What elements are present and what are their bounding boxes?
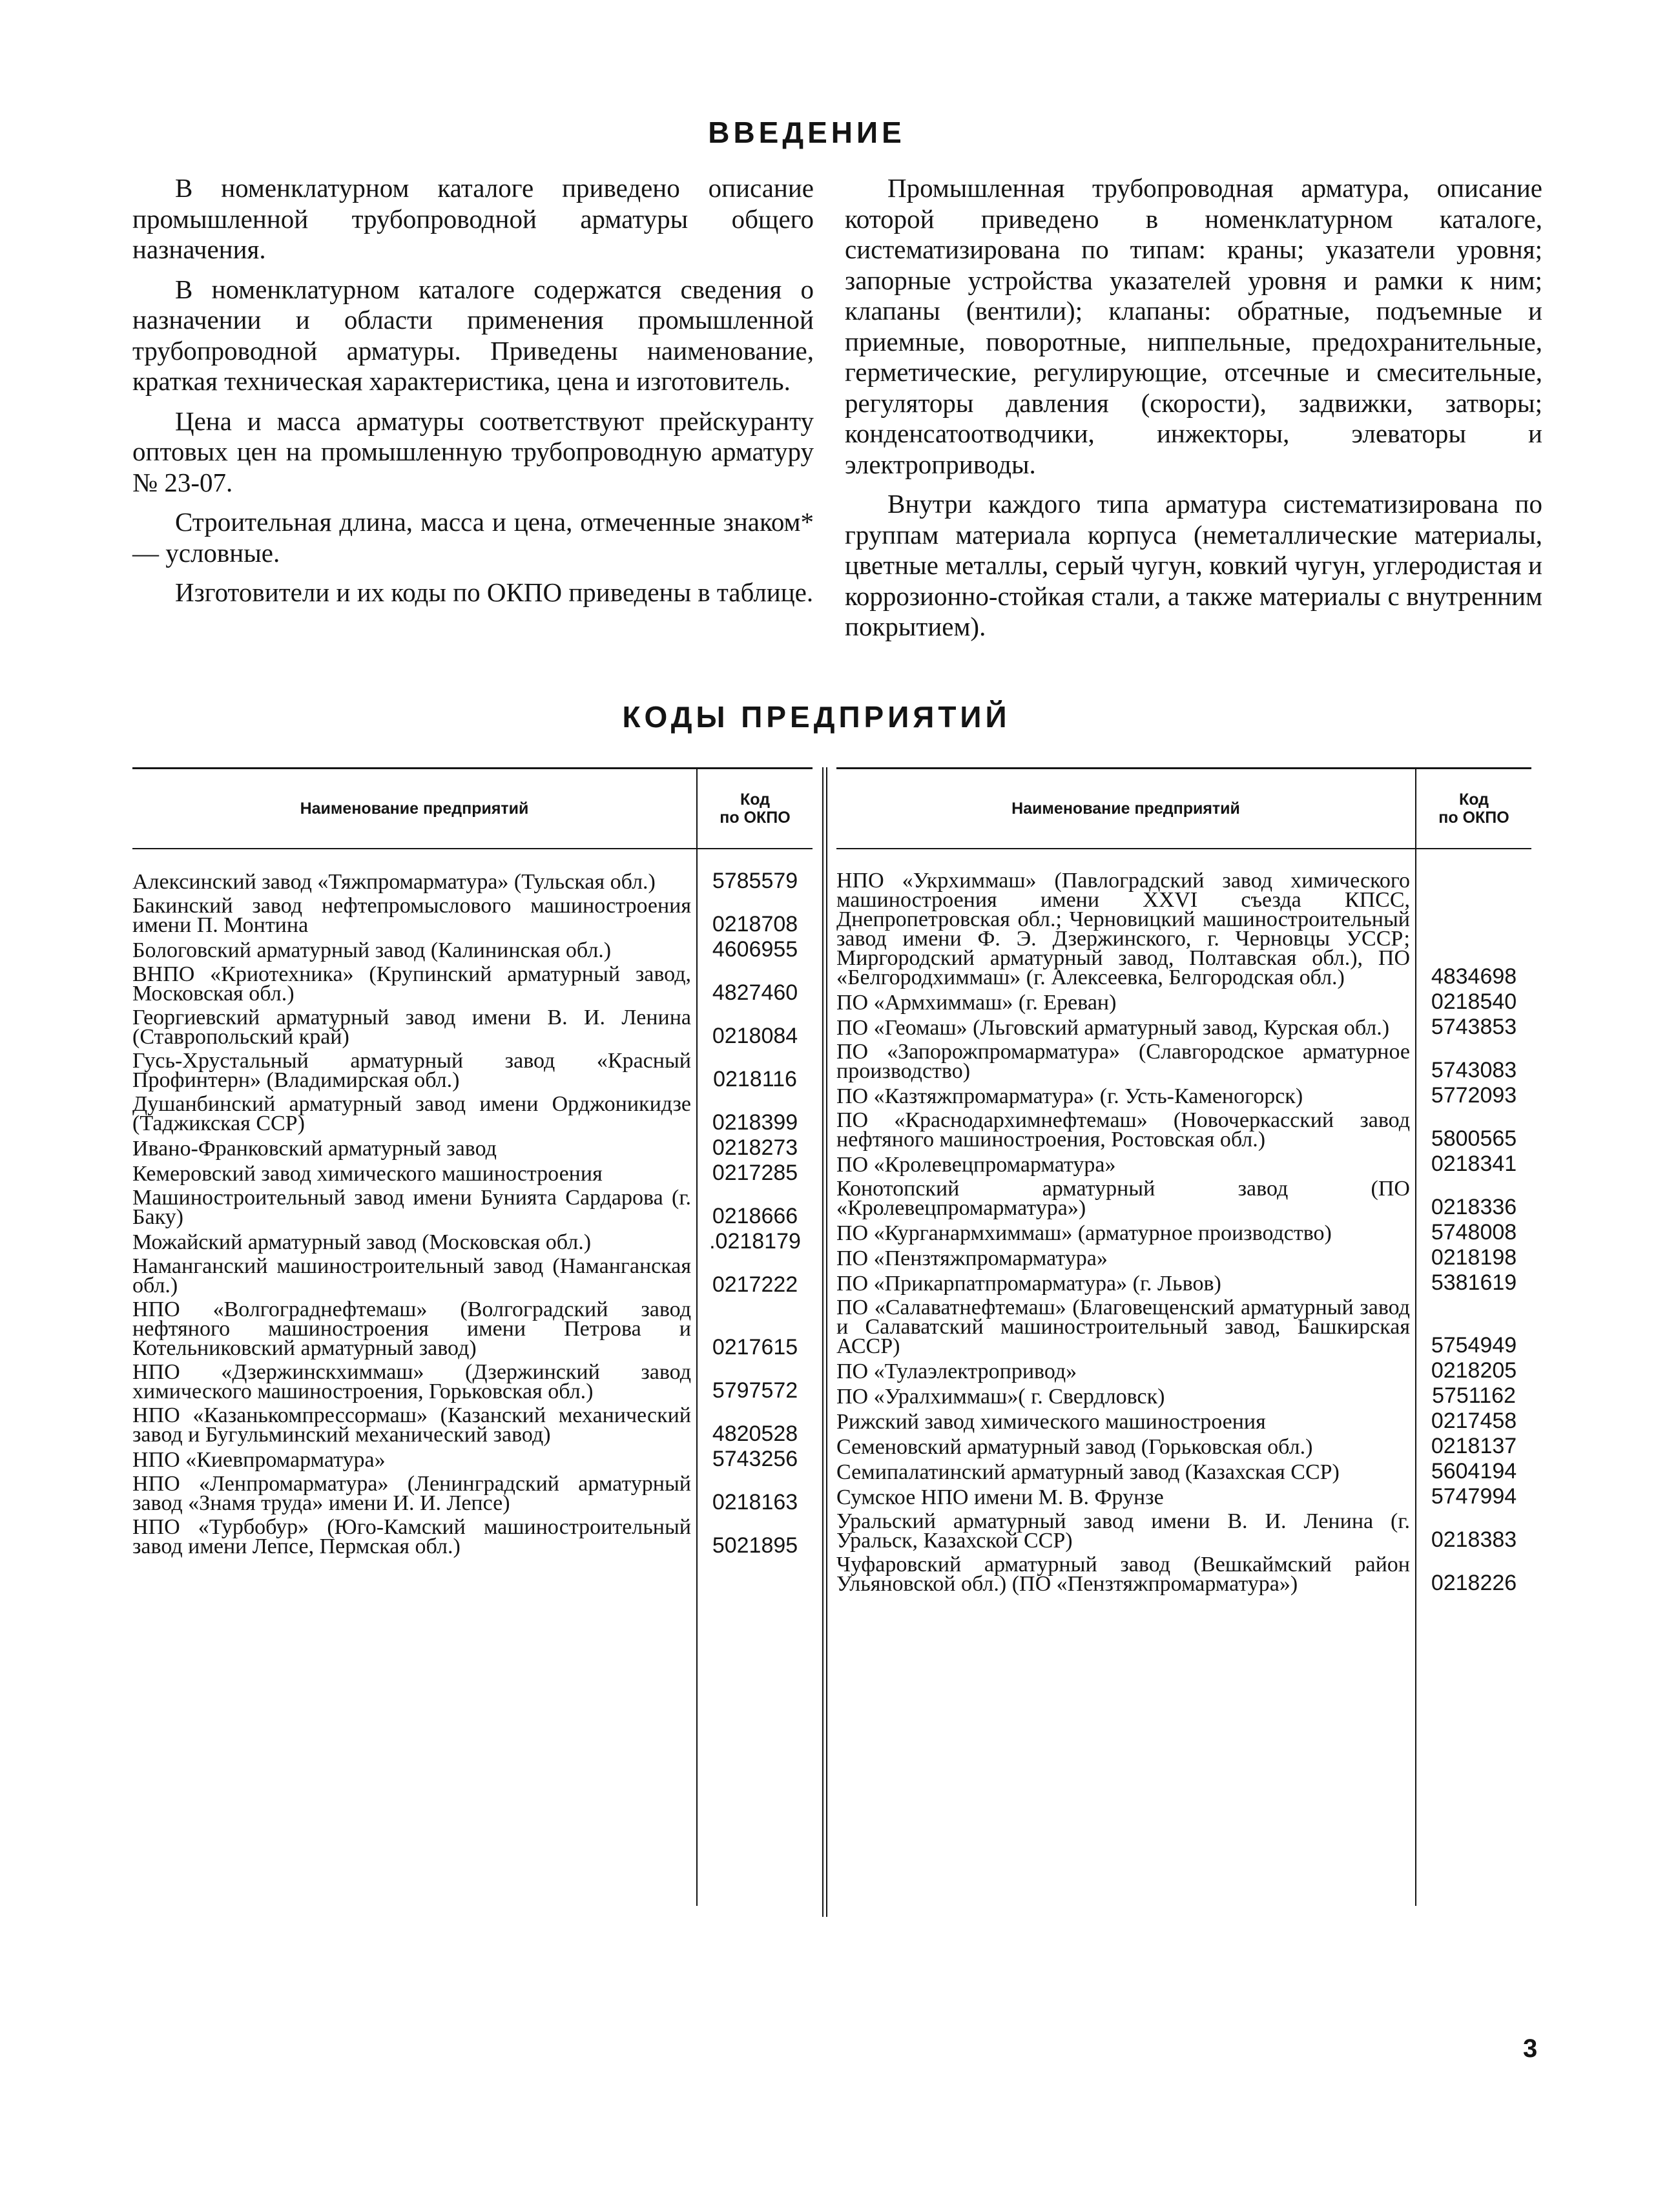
okpo-code: 5797572	[712, 1378, 798, 1403]
table-row	[132, 896, 813, 935]
intro-paragraph: В номенклатурном каталоге приведено описание промышленной трубопроводной арматуры общего назначения.	[132, 173, 814, 264]
table-row	[836, 1270, 1531, 1296]
enterprise-name: Машиностроительный завод имени Бунията Сардарова (г. Баку)	[132, 1186, 691, 1229]
okpo-code: 4606955	[712, 937, 798, 962]
okpo-code: 4834698	[1431, 964, 1517, 989]
table-header	[836, 769, 1531, 849]
okpo-code: 5747994	[1431, 1484, 1517, 1509]
enterprise-name: Семипалатинский арматурный завод (Казахская ССР)	[836, 1460, 1340, 1484]
codes-title: КОДЫ ПРЕДПРИЯТИЙ	[622, 700, 1011, 734]
enterprise-name: Душанбинский арматурный завод имени Орджоникидзе (Таджикская ССР)	[132, 1092, 691, 1135]
enterprise-name: НПО «Укрхиммаш» (Павлоградский завод химического машиностроения имени XXVI съезда КПСС, Днепропетровская обл.; Черновицкий машиностроительный завод имени Ф. Э. Дзержинского, г. Черновцы УССР; Миргородский арматурный завод, Полтавская обл.), ПО «Белгородхиммаш» (г. Алексеевка, Белгородская обл.)	[836, 869, 1410, 989]
enterprise-name: Рижский завод химического машиностроения	[836, 1410, 1266, 1434]
intro-paragraph: Строительная длина, масса и цена, отмеченные знаком* — условные.	[132, 507, 814, 568]
enterprise-name: ВНПО «Криотехника» (Крупинский арматурный завод, Московская обл.)	[132, 962, 691, 1006]
okpo-code: 5754949	[1431, 1333, 1517, 1358]
table-row	[132, 1515, 813, 1558]
okpo-code: 0218198	[1431, 1245, 1517, 1270]
table-row	[132, 1092, 813, 1135]
header-code	[1415, 769, 1531, 848]
okpo-code: 5743256	[712, 1447, 798, 1471]
page-number: 3	[1523, 2034, 1538, 2063]
enterprise-name: НПО «Волгограднефтемаш» (Волгоградский завод нефтяного машиностроения имени Петрова и Котельниковский арматурный завод)	[132, 1297, 691, 1360]
enterprise-name: Семеновский арматурный завод (Горьковская обл.)	[836, 1435, 1313, 1459]
intro-paragraph: Цена и масса арматуры соответствуют прейскуранту оптовых цен на промышленную трубопроводную арматуру № 23-07.	[132, 406, 814, 497]
enterprise-name: ПО «Армхиммаш» (г. Ереван)	[836, 991, 1117, 1015]
table-row	[836, 1220, 1531, 1245]
intro-title: ВВЕДЕНИЕ	[708, 116, 906, 149]
okpo-code: 5751162	[1432, 1383, 1516, 1408]
table-row	[836, 1411, 1531, 1432]
table-row	[836, 1358, 1531, 1383]
okpo-code: .0218179	[709, 1229, 801, 1254]
table-row	[836, 989, 1531, 1015]
table-row	[132, 1051, 813, 1090]
enterprise-name: Георгиевский арматурный завод имени В. И. Ленина (Ставропольский край)	[132, 1006, 691, 1049]
table-row	[132, 1474, 813, 1513]
header-name: Наименование предприятий	[300, 800, 529, 818]
okpo-code: 5604194	[1431, 1459, 1517, 1483]
intro-paragraph: Внутри каждого типа арматура систематизирована по группам материала корпуса (неметаллические материалы, цветные металлы, серый чугун, ковкий чугун, углеродистая и коррозионно-стойкая стали, а также материалы с внутренним покрытием).	[845, 489, 1542, 641]
table-row	[132, 1449, 813, 1470]
okpo-code: 0218226	[1431, 1571, 1517, 1595]
okpo-code: 4827460	[712, 980, 798, 1005]
enterprise-name: НПО «Дзержинскхиммаш» (Дзержинский завод химического машиностроения, Горьковская обл.)	[132, 1360, 691, 1403]
codes-table-right	[836, 767, 1531, 1906]
okpo-code: 5021895	[712, 1533, 798, 1558]
enterprise-name: ПО «Прикарпатпромарматура» (г. Львов)	[836, 1272, 1221, 1296]
table-row	[836, 1017, 1531, 1038]
table-row	[836, 1245, 1531, 1270]
header-code-line2: по ОКПО	[1438, 809, 1509, 827]
okpo-code: 0218708	[712, 912, 798, 936]
table-row	[836, 1298, 1531, 1356]
header-code	[696, 769, 813, 848]
enterprise-name: ПО «Тулаэлектропривод»	[836, 1359, 1077, 1383]
table-row	[132, 871, 813, 892]
enterprise-name: ПО «Геомаш» (Льговский арматурный завод, Курская обл.)	[836, 1016, 1390, 1040]
okpo-code: 0218399	[712, 1110, 798, 1135]
okpo-code: 4820528	[712, 1421, 798, 1446]
table-row	[836, 1555, 1531, 1594]
okpo-code: 0218205	[1431, 1358, 1517, 1383]
table-row	[836, 1179, 1531, 1218]
table-row	[132, 1229, 813, 1254]
okpo-code: 0218540	[1431, 989, 1517, 1014]
okpo-code: 0218163	[712, 1490, 798, 1514]
table-row	[836, 1459, 1531, 1484]
table-row	[132, 1188, 813, 1227]
header-code-line2: по ОКПО	[720, 809, 791, 827]
enterprise-name: ПО «Уралхиммаш»( г. Свердловск)	[836, 1385, 1165, 1409]
enterprise-name: Чуфаровский арматурный завод (Вешкаймский район Ульяновской обл.) (ПО «Пензтяжпромарматура»)	[836, 1553, 1410, 1596]
okpo-code: 5748008	[1431, 1220, 1517, 1245]
okpo-code: 0218666	[712, 1204, 798, 1228]
okpo-code: 0218336	[1431, 1195, 1517, 1219]
table-row	[836, 1383, 1531, 1409]
intro-right-column	[845, 173, 1542, 652]
enterprise-name: Ивано-Франковский арматурный завод	[132, 1137, 497, 1161]
enterprise-name: ПО «Казтяжпромарматура» (г. Усть-Каменогорск)	[836, 1084, 1303, 1108]
okpo-code: 0218116	[713, 1067, 797, 1091]
okpo-code: 5743083	[1431, 1058, 1517, 1082]
codes-table-left	[132, 767, 813, 1906]
table-row	[836, 1484, 1531, 1509]
enterprise-name: Бакинский завод нефтепромыслового машиностроения имени П. Монтина	[132, 894, 691, 937]
table-divider	[822, 767, 827, 1917]
enterprise-name: Уральский арматурный завод имени В. И. Ленина (г. Уральск, Казахской ССР)	[836, 1509, 1410, 1553]
table-row	[836, 1509, 1531, 1553]
enterprise-name: НПО «Казанькомпрессормаш» (Казанский механический завод и Бугульминский механический завод)	[132, 1403, 691, 1447]
enterprise-name: Гусь-Хрустальный арматурный завод «Красный Профинтерн» (Владимирская обл.)	[132, 1049, 691, 1092]
intro-paragraph: В номенклатурном каталоге содержатся сведения о назначении и области применения промышленной трубопроводной арматуры. Приведены наименование, краткая техническая характеристика, цена и изготовитель.	[132, 274, 814, 396]
okpo-code: 5785579	[712, 869, 798, 893]
okpo-code: 0217615	[712, 1335, 798, 1359]
table-row	[836, 1436, 1531, 1457]
okpo-code: 0218084	[712, 1024, 798, 1048]
enterprise-name: Бологовский арматурный завод (Калининская обл.)	[132, 938, 612, 962]
table-row	[132, 1254, 813, 1297]
table-row	[132, 1163, 813, 1184]
table-row	[836, 1083, 1531, 1108]
okpo-code: 0217285	[712, 1161, 798, 1185]
header-code-line1: Код	[740, 791, 771, 809]
enterprise-name: НПО «Киевпромарматура»	[132, 1448, 386, 1472]
enterprise-name: ПО «Краснодархимнефтемаш» (Новочеркасский завод нефтяного машиностроения, Ростовская обл.)	[836, 1108, 1410, 1152]
okpo-code: 0218137	[1431, 1434, 1517, 1458]
enterprise-name: Сумское НПО имени М. В. Фрунзе	[836, 1485, 1164, 1509]
enterprise-name: Можайский арматурный завод (Московская обл.)	[132, 1230, 592, 1254]
okpo-code: 0218341	[1431, 1152, 1517, 1176]
table-row	[836, 1154, 1531, 1175]
okpo-code: 5772093	[1431, 1083, 1517, 1108]
table-row	[132, 1360, 813, 1403]
header-name: Наименование предприятий	[1011, 800, 1240, 818]
okpo-code: 5381619	[1431, 1270, 1517, 1295]
enterprise-name: НПО «Ленпромарматура» (Ленинградский арматурный завод «Знамя труда» имени И. И. Лепсе)	[132, 1472, 691, 1515]
header-code-line1: Код	[1458, 791, 1489, 809]
okpo-code: 5743853	[1431, 1015, 1517, 1039]
intro-paragraph: Изготовители и их коды по ОКПО приведены в таблице.	[175, 577, 814, 607]
okpo-code: 0217458	[1431, 1409, 1517, 1433]
table-row	[836, 1108, 1531, 1152]
okpo-code: 0218273	[712, 1135, 798, 1160]
enterprise-name: Наманганский машиностроительный завод (Наманганская обл.)	[132, 1254, 691, 1297]
okpo-code: 0217222	[712, 1272, 798, 1297]
table-row	[836, 1042, 1531, 1081]
table-row	[132, 962, 813, 1006]
enterprise-name: НПО «Турбобур» (Юго-Камский машиностроительный завод имени Лепсе, Пермская обл.)	[132, 1515, 691, 1558]
enterprise-name: Конотопский арматурный завод (ПО «Кролевецпромарматура»)	[836, 1177, 1410, 1220]
enterprise-name: ПО «Запорожпромарматура» (Славгородское арматурное производство)	[836, 1040, 1410, 1083]
table-header	[132, 769, 813, 849]
enterprise-name: Кемеровский завод химического машиностроения	[132, 1162, 603, 1186]
enterprise-name: Алексинский завод «Тяжпромарматура» (Тульская обл.)	[132, 870, 656, 894]
table-row	[132, 1135, 813, 1161]
intro-left-column	[132, 173, 814, 617]
table-body	[836, 849, 1531, 1594]
enterprise-name: ПО «Пензтяжпромарматура»	[836, 1246, 1108, 1270]
table-row	[132, 937, 813, 962]
enterprise-name: ПО «Кролевецпромарматура»	[836, 1153, 1116, 1177]
table-row	[132, 1403, 813, 1447]
enterprise-name: ПО «Салаватнефтемаш» (Благовещенский арматурный завод и Салаватский машиностроительный завод, Башкирская АССР)	[836, 1296, 1410, 1358]
table-row	[132, 1008, 813, 1047]
enterprise-name: ПО «Курганармхиммаш» (арматурное производство)	[836, 1221, 1332, 1245]
intro-paragraph: Промышленная трубопроводная арматура, описание которой приведено в номенклатурном каталоге, систематизирована по типам: краны; указатели уровня; запорные устройства указателей уровня и рамки к ним; клапаны (вентили); клапаны: обратные, подъемные и приемные, поворотные, ниппельные, предохранительные, герметические, регулирующие, отсечные и смесительные, регуляторы давления (скорости), задвижки, затворы; конденсатоотводчики, инжекторы, элеваторы и электроприводы.	[845, 173, 1542, 479]
table-body	[132, 849, 813, 1556]
okpo-code: 5800565	[1431, 1126, 1517, 1151]
table-row	[132, 1297, 813, 1360]
table-row	[836, 871, 1531, 987]
okpo-code: 0218383	[1431, 1527, 1517, 1552]
